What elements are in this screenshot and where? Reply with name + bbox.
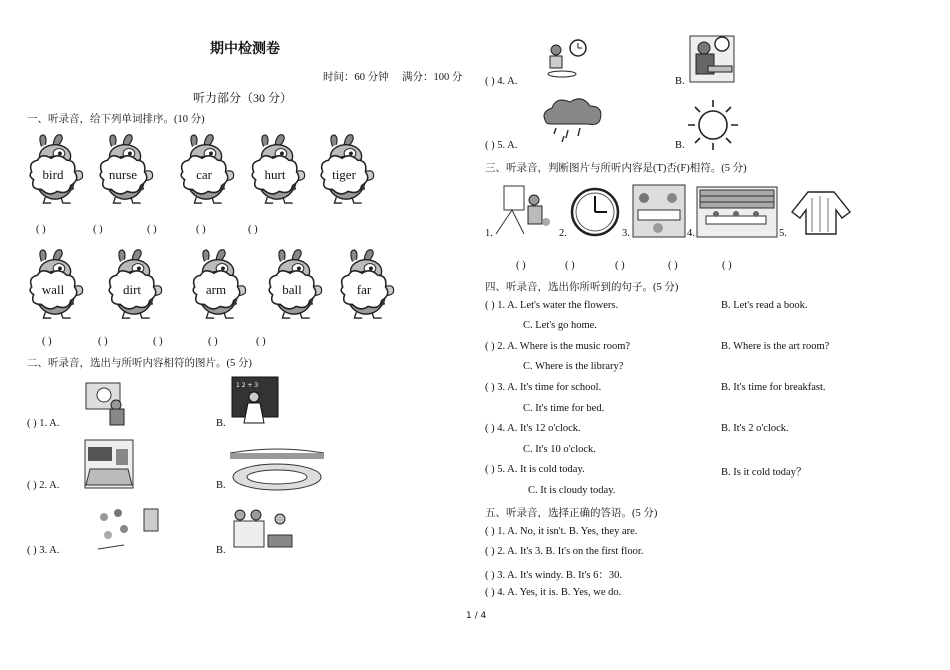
bee-word: arm: [205, 282, 227, 297]
s2-b-label: B.: [216, 480, 226, 491]
section4-heading: 四、听录音，选出你所听到的句子。(5 分): [485, 282, 679, 293]
svg-text:1 2 + 3: 1 2 + 3: [236, 382, 259, 389]
answer-blank[interactable]: ( ): [516, 260, 526, 271]
answer-blank[interactable]: ( ): [565, 260, 575, 271]
bee-card: [249, 133, 311, 205]
s4-question: ( ) 5. A. It is cold today.: [485, 464, 585, 475]
s3-label: 3.: [622, 228, 630, 239]
bee-word: hurt: [264, 167, 286, 182]
bee-card: [27, 133, 89, 205]
students-desk-image: [230, 505, 294, 553]
sun-image: [684, 98, 742, 152]
bee-word: bird: [42, 167, 64, 182]
s5-question: ( ) 3. A. It's windy. B. It's 6：30.: [485, 570, 622, 581]
children-playing-image: [94, 505, 160, 553]
section1-heading: 一、听录音，给下列单词排序。(10 分): [27, 114, 205, 125]
section2-heading: 二、听录音，选出与所听内容相符的图片。(5 分): [27, 358, 252, 369]
answer-blank[interactable]: ( ): [722, 260, 732, 271]
s4-option-c: C. It's 10 o'clock.: [523, 444, 596, 455]
s2-q3: ( ) 3. A.: [27, 545, 60, 556]
s5-question: ( ) 2. A. It's 3. B. It's on the first floor.: [485, 546, 644, 557]
s3-label: 5.: [779, 228, 787, 239]
page-number: 1 / 4: [466, 611, 487, 621]
s2-q4: ( ) 4. A.: [485, 76, 518, 87]
bee-word: ball: [282, 282, 302, 297]
s3-label: 4.: [687, 228, 695, 239]
bee-word: car: [196, 167, 212, 182]
bee-word: wall: [41, 282, 65, 297]
bee-word: tiger: [332, 167, 356, 182]
s4-option-c: C. Let's go home.: [523, 320, 597, 331]
s4-question: ( ) 2. A. Where is the music room?: [485, 341, 631, 352]
answer-blank[interactable]: ( ): [93, 224, 103, 235]
score-label: 满分：100 分: [402, 72, 463, 83]
listening-part-label: 听力部分（30 分）: [193, 91, 293, 105]
s4-question: ( ) 4. A. It's 12 o'clock.: [485, 423, 581, 434]
answer-blank[interactable]: ( ): [256, 336, 266, 347]
s2-b-label: B.: [675, 140, 685, 151]
bee-word: nurse: [108, 167, 138, 182]
s4-option-b: B. It's time for breakfast.: [721, 382, 826, 393]
s2-b-label: B.: [216, 418, 226, 429]
s4-option-c: C. It's time for bed.: [523, 403, 605, 414]
bee-word: dirt: [122, 282, 142, 297]
s3-label: 2.: [559, 228, 567, 239]
boy-clock-eating-image: [544, 38, 588, 78]
answer-blank[interactable]: ( ): [208, 336, 218, 347]
s2-q2: ( ) 2. A.: [27, 480, 60, 491]
bee-card: [266, 248, 328, 320]
bee-card: [338, 248, 400, 320]
bee-card: [97, 133, 159, 205]
answer-blank[interactable]: ( ): [668, 260, 678, 271]
section5-heading: 五、听录音，选择正确的答语。(5 分): [485, 508, 658, 519]
s2-b-label: B.: [675, 76, 685, 87]
s2-q5: ( ) 5. A.: [485, 140, 518, 151]
teacher-blackboard-image: [230, 375, 280, 425]
s4-option-b: B. Where is the art room?: [721, 341, 830, 352]
answer-blank[interactable]: ( ): [36, 224, 46, 235]
s4-question: ( ) 1. A. Let's water the flowers.: [485, 300, 619, 311]
teacher-at-board-image: [84, 375, 130, 427]
s4-question: ( ) 3. A. It's time for school.: [485, 382, 602, 393]
bee-card: [178, 133, 240, 205]
s5-question: ( ) 1. A. No, it isn't. B. Yes, they are.: [485, 526, 638, 537]
answer-blank[interactable]: ( ): [615, 260, 625, 271]
man-clock-image: [688, 34, 736, 84]
lunch-table-image: [632, 184, 686, 238]
clock-image: [569, 186, 621, 238]
bee-word: far: [356, 282, 372, 297]
bee-card: [190, 248, 252, 320]
s2-b-label: B.: [216, 545, 226, 556]
s4-option-c: C. It is cloudy today.: [528, 485, 616, 496]
bee-card: [318, 133, 380, 205]
answer-blank[interactable]: ( ): [98, 336, 108, 347]
answer-blank[interactable]: ( ): [248, 224, 258, 235]
answer-blank[interactable]: ( ): [42, 336, 52, 347]
section3-heading: 三、听录音，判断图片与所听内容是(T)否(F)相符。(5 分): [485, 163, 747, 174]
answer-blank[interactable]: ( ): [196, 224, 206, 235]
s4-option-b: B. Is it cold today？: [721, 467, 807, 478]
s4-option-b: B. Let's read a book.: [721, 300, 808, 311]
classroom-image: [84, 439, 134, 489]
s4-option-b: B. It's 2 o'clock.: [721, 423, 789, 434]
bee-card: [27, 248, 89, 320]
page-title: 期中检测卷: [210, 41, 280, 57]
answer-blank[interactable]: ( ): [153, 336, 163, 347]
playground-image: [230, 445, 324, 493]
s2-q1: ( ) 1. A.: [27, 418, 60, 429]
s4-option-c: C. Where is the library?: [523, 361, 624, 372]
answer-blank[interactable]: ( ): [147, 224, 157, 235]
art-class-image: [494, 182, 556, 238]
bee-card: [106, 248, 168, 320]
library-image: [696, 186, 778, 238]
time-label: 时间：60 分钟: [323, 72, 389, 83]
s5-question: ( ) 4. A. Yes, it is. B. Yes, we do.: [485, 587, 622, 598]
sweater-image: [790, 188, 852, 236]
s3-label: 1.: [485, 228, 493, 239]
rain-cloud-image: [538, 94, 606, 144]
